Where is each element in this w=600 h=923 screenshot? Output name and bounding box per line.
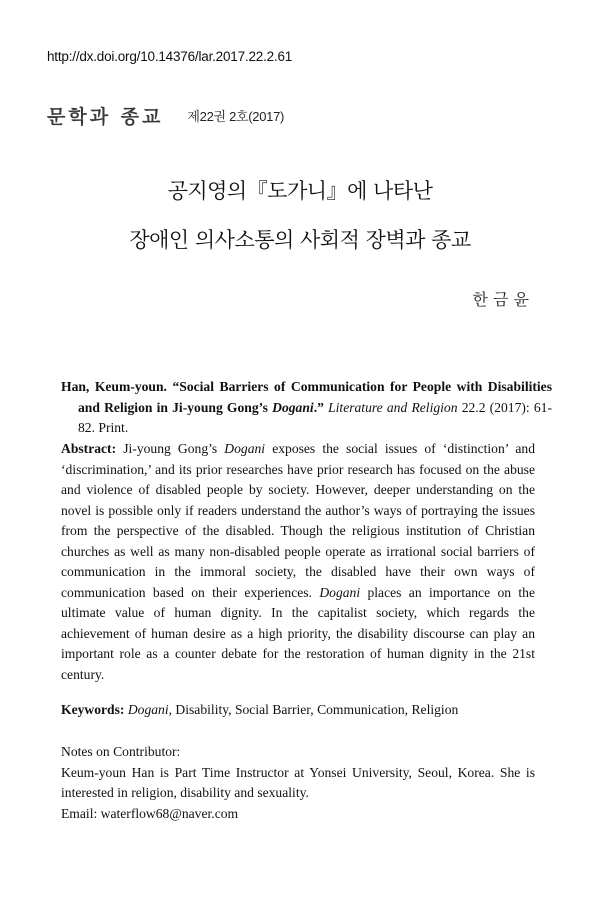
abstract <box>61 439 535 685</box>
abstract-work-title-1: Dogani <box>224 441 266 456</box>
keywords-rest: , Disability, Social Barrier, Communication, Religion <box>168 702 459 717</box>
contributor-notes <box>61 742 535 824</box>
paper-title-line-2: 장애인 의사소통의 사회적 장벽과 종교 <box>129 228 471 252</box>
notes-email[interactable]: Email: waterflow68@naver.com <box>61 805 239 821</box>
abstract-label: Abstract: <box>61 441 117 456</box>
notes-heading: Notes on Contributor: <box>61 744 181 759</box>
citation-details: 22.2 (2017): 61-82. Print. <box>78 399 552 435</box>
journal-header <box>47 102 284 129</box>
journal-logo: 문학과 종교 <box>47 106 164 128</box>
paper-title-line-1: 공지영의『도가니』에 나타난 <box>167 179 433 203</box>
journal-issue: 제22권 2호(2017) <box>187 109 285 124</box>
citation-author: Han, Keum-youn. <box>61 379 167 394</box>
abstract-text-1: Ji-young Gong’s <box>123 441 218 456</box>
abstract-text-2: exposes the social issues of ‘distinction’ and ‘discrimination,’ and its prior researches have prior research has focused on the abuse and violence of disabled people by society. However, deeper understanding on the novel is possible only if readers understand the author’s ways of portraying the issues from the perspective of the disabled. Though the religious institution of Christian churches as well as many non-disabled people operate as irrational social barriers of communication in the immoral society, the disabled have their own ways of communication based on their experiences. <box>61 441 535 600</box>
keyword-first: Dogani <box>127 702 169 717</box>
citation <box>61 377 552 439</box>
abstract-work-title-2: Dogani <box>319 584 361 600</box>
doi-link[interactable]: http://dx.doi.org/10.14376/lar.2017.22.2.61 <box>47 49 293 64</box>
notes-bio: Keum-youn Han is Part Time Instructor at Yonsei University, Seoul, Korea. She is interested in religion, disability and sexuality. <box>61 764 535 800</box>
citation-title: “Social Barriers of Communication for People with Disabilities and Religion in Ji-young Gong’s Dogani.” <box>78 379 552 415</box>
citation-work-title: Dogani <box>272 399 314 415</box>
author-name-korean: 한 금 윤 <box>472 290 529 309</box>
keywords <box>61 700 535 721</box>
citation-journal: Literature and Religion <box>328 399 458 415</box>
keywords-label: Keywords: <box>61 702 125 717</box>
abstract-text-3: places an importance on the ultimate value of human dignity. In the capitalist society, which regards the achievement of human desire as a high priority, the disability discourse can play an important role as a counter debate for the restoration of human dignity in the 21st century. <box>61 584 535 682</box>
